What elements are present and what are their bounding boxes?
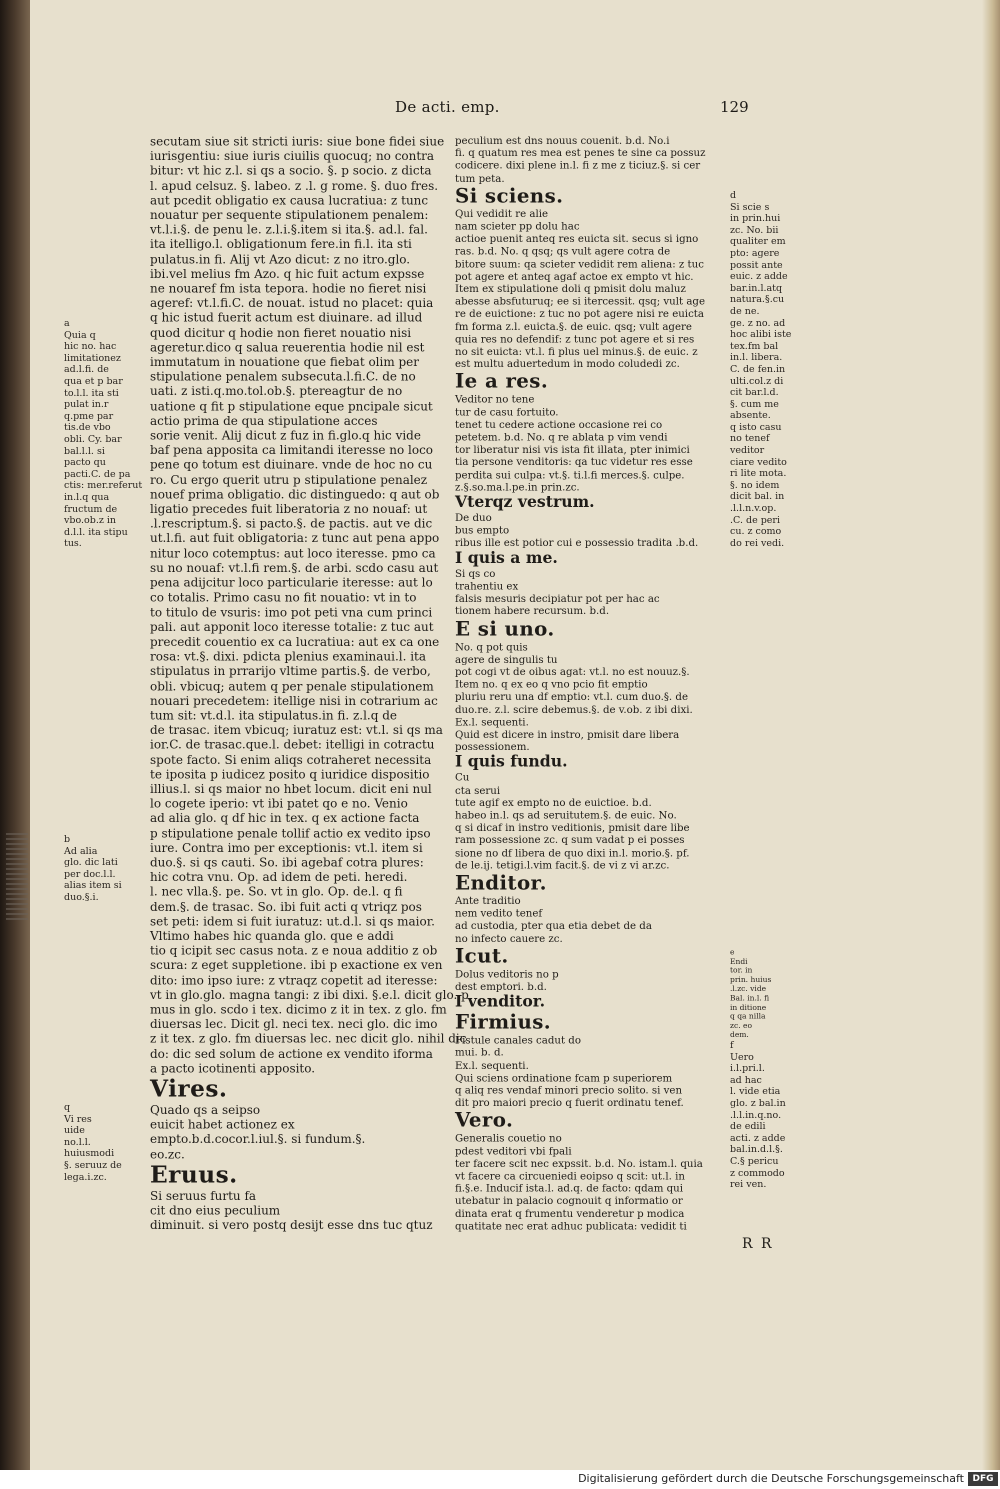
- text-line: l. nec vlla.§. pe. So. vt in glo. Op. de.l. q fi: [150, 884, 403, 899]
- gloss-line: tor. in: [730, 966, 753, 976]
- text-line: empto.b.d.cocor.l.iul.§. si fundum.§.: [150, 1131, 366, 1147]
- gloss-line: d.l.l. ita stipu: [64, 526, 128, 538]
- text-line: spote facto. Si enim aliqs cotraheret necessita: [150, 751, 432, 767]
- gloss-line: q isto casu: [730, 421, 782, 433]
- gloss-line: lega.i.zc.: [64, 1171, 107, 1183]
- text-line: Ex.l. sequenti.: [455, 715, 529, 728]
- text-line: trahentiu ex: [455, 579, 519, 592]
- gloss-line: ciare vedito: [730, 456, 787, 468]
- text-line: ageretur.dico q salua reuerentia hodie nil est: [150, 339, 425, 355]
- text-line: p stipulatione penale tollif actio ex vedito ipso: [150, 825, 431, 840]
- section-heading: Icut.: [455, 943, 509, 968]
- text-line: Item no. q ex eo q vno pcio fit emptio: [455, 677, 648, 691]
- gloss-line: pulat in.r: [64, 399, 109, 411]
- text-line: stipulatus in prrarijo vltime partis.§. de verbo,: [150, 663, 431, 678]
- text-line: ageref: vt.l.fi.C. de nouat. istud no placet: quia: [150, 295, 434, 311]
- gloss-line: C. de fen.in: [730, 363, 786, 375]
- text-line: fi.§.e. Inducif ista.l. ad.q. de facto: qdam qui: [455, 1181, 683, 1195]
- gloss-line: zc. No. bii: [730, 224, 779, 236]
- gloss-line: in prin.hui: [730, 213, 781, 225]
- text-line: petetem. b.d. No. q re ablata p vim vendi: [455, 430, 668, 443]
- gloss-line: Bal. in.l. fi: [730, 993, 770, 1003]
- text-line: co totalis. Primo casu no fit nouatio: vt in to: [150, 589, 417, 605]
- text-line: ne nouaref fm ista tepora. hodie no fieret nisi: [150, 281, 427, 296]
- text-line: tum peta.: [455, 171, 505, 184]
- text-line: possessionem.: [455, 740, 530, 753]
- text-line: l. apud celsuz. §. labeo. z .l. g rome. §. duo fres.: [150, 178, 439, 193]
- footer-bar: [0, 1470, 1000, 1489]
- marginal-note-f: [730, 1040, 786, 1191]
- text-line: dito: imo ipso iure: z vtraqz copetit ad iteresse:: [150, 972, 438, 987]
- gloss-line: .l.l.in.q.no.: [730, 1109, 782, 1121]
- gloss-line: Vi res: [64, 1113, 92, 1125]
- text-line: pot agere et anteq agaf actoe ex empto vt hic.: [455, 269, 694, 283]
- text-line: vt in glo.glo. magna tangi: z ibi dixi. §.e.l. dicit glo. p: [150, 987, 469, 1002]
- text-line: tionem habere recursum. b.d.: [455, 604, 610, 617]
- text-line: Qui sciens ordinatione fcam p superiorem: [455, 1071, 673, 1084]
- text-line: diuersas lec. Dicit gl. neci tex. neci glo. dic imo: [150, 1016, 438, 1031]
- gloss-line: Quia q: [64, 329, 96, 341]
- text-line: obli. vbicuq; autem q per penale stipulationem: [150, 678, 434, 693]
- gloss-line: uide: [64, 1125, 85, 1137]
- text-line: habeo in.l. qs ad seruitutem.§. de euic. No.: [455, 808, 677, 821]
- text-line: Item ex stipulatione doli q pmisit dolu maluz: [455, 282, 686, 295]
- text-line: de le.ij. tetigi.l.vim facit.§. de vi z vi ar.zc.: [455, 858, 670, 872]
- gloss-line: l. vide etia: [730, 1086, 781, 1098]
- gloss-line: huiusmodi: [64, 1148, 115, 1160]
- gloss-line: .C. de peri: [730, 514, 780, 526]
- gloss-line: no.l.l.: [64, 1136, 91, 1148]
- text-line: de trasac. item vbicuq; iuratuz est: vt.l. si qs ma: [150, 722, 443, 737]
- marginal-note-d: [730, 190, 791, 549]
- gloss-line: qua et p bar: [64, 375, 123, 387]
- text-line: pdest veditori vbi fpali: [455, 1144, 572, 1157]
- gloss-line: possit ante: [730, 259, 783, 271]
- text-line: illius.l. si qs maior no hbet locum. dicit eni nul: [150, 781, 432, 796]
- text-line: .l.rescriptum.§. si pacto.§. de pactis. aut ve dic: [150, 516, 433, 531]
- gloss-line: Si scie s: [730, 201, 770, 213]
- gloss-line: ad hac: [730, 1074, 762, 1086]
- text-line: Dolus veditoris no p: [455, 967, 559, 980]
- gloss-line: rei ven.: [730, 1179, 767, 1191]
- gloss-line: de ne.: [730, 305, 760, 317]
- text-line: dem.§. de trasac. So. ibi fuit acti q vtriqz pos: [150, 898, 422, 914]
- text-line: ro. Cu ergo querit utru p stipulatione penalez: [150, 472, 428, 487]
- text-line: quia res no defendif: z tunc pot agere et si res: [455, 332, 695, 345]
- gloss-line: hic no. hac: [64, 341, 117, 353]
- text-line: dit pro maiori precio q fuerit ordinatu tenef.: [455, 1096, 684, 1109]
- gloss-line: do rei vedi.: [730, 537, 785, 549]
- text-line: ram possessione zc. q sum vadat p ei posses: [455, 833, 685, 846]
- text-line: ita itelligo.l. obligationum fere.in fi.l. ita sti: [150, 236, 412, 252]
- text-line: Quid est dicere in instro, pmisit dare libera: [455, 727, 680, 741]
- section-heading: Vero.: [455, 1107, 514, 1132]
- text-line: pluriu reru una df emptio: vt.l. cum duo.§. de: [455, 690, 688, 703]
- gloss-line: euic. z adde: [730, 271, 788, 283]
- text-line: ad custodia, pter qua etia debet de da: [455, 919, 652, 932]
- gloss-letter: a: [64, 318, 70, 329]
- text-line: uati. z isti.q.mo.tol.ob.§. ptereagtur de no: [150, 384, 403, 399]
- text-line: est multu aduertedum in modo coludedi zc.: [455, 357, 680, 370]
- signature-mark: R R: [742, 1236, 774, 1252]
- section-heading: Si sciens.: [455, 183, 564, 208]
- text-line: mus in glo. scdo i tex. dicimo z it in tex. z glo. fm: [150, 1001, 447, 1017]
- gloss-line: in.l. libera.: [730, 352, 783, 364]
- text-line: cta serui: [455, 783, 501, 796]
- text-line: euicit habet actionez ex: [150, 1117, 295, 1132]
- folio-number: 129: [720, 98, 749, 116]
- section-heading: Enditor.: [455, 870, 547, 895]
- text-line: do: dic sed solum de actione ex vendito iforma: [150, 1045, 433, 1061]
- text-line: eo.zc.: [150, 1146, 185, 1162]
- gloss-line: obli. Cy. bar: [64, 433, 122, 445]
- text-line: ligatio precedes fuit liberatoria z no nouaf: ut: [150, 501, 428, 517]
- gloss-line: tus.: [64, 538, 82, 550]
- text-line: lo cogete iperio: vt ibi patet qo e no. Venio: [150, 795, 408, 811]
- text-line: mui. b. d.: [455, 1046, 504, 1059]
- text-line: nouatur per sequente stipulationem penalem:: [150, 207, 429, 223]
- text-line: hic cotra vnu. Op. ad idem de peti. heredi.: [150, 869, 408, 884]
- edge-stain: [6, 830, 28, 920]
- text-line: Si qs co: [455, 567, 496, 580]
- gloss-line: alias item si: [64, 880, 122, 892]
- text-line: uatione q fit p stipulatione eque pncipale sicut: [150, 398, 433, 414]
- page-edge: [982, 0, 1000, 1470]
- section-heading: Vterqz vestrum.: [455, 493, 595, 512]
- gloss-line: bar.in.l.atq: [730, 282, 783, 294]
- gloss-line: pacti.C. de pa: [64, 468, 131, 480]
- right-text-column: [455, 134, 706, 1232]
- gloss-line: cu. z como: [730, 526, 782, 538]
- gloss-line: dicit bal. in: [730, 491, 785, 503]
- text-line: sorie venit. Alij dicut z fuz in fi.glo.q hic vide: [150, 428, 421, 443]
- text-line: tum sit: vt.d.l. ita stipulatus.in fi. z.l.q de: [150, 707, 397, 723]
- text-line: fi. q quatum res mea est penes te sine ca possuz: [455, 146, 706, 159]
- gloss-line: absente.: [730, 410, 771, 422]
- section-heading: Vires.: [150, 1074, 228, 1103]
- text-line: tenet tu cedere actione occasione rei co: [455, 418, 663, 431]
- gloss-line: .l.zc. vide: [730, 984, 767, 994]
- section-heading: I quis fundu.: [455, 752, 568, 771]
- gloss-line: in.l.q qua: [64, 491, 110, 503]
- section-heading: Ie a res.: [455, 369, 549, 394]
- text-line: z.§.so.ma.l.pe.in prin.zc.: [455, 480, 580, 494]
- text-line: pulatus.in fi. Alij vt Azo dicut: z no itro.glo.: [150, 251, 411, 267]
- text-line: no sit euicta: vt.l. fi plus uel minus.§. de euic. z: [455, 344, 698, 358]
- text-line: pali. aut apponit loco iteresse totalie: z tuc aut: [150, 619, 434, 634]
- text-line: actio prima de qua stipulatione acces: [150, 413, 378, 428]
- text-line: nouef prima obligatio. dic distinguedo: q aut ob: [150, 486, 440, 502]
- text-line: nouari precedetem: itellige nisi in cotrarium ac: [150, 692, 438, 708]
- text-line: No. q pot quis: [455, 640, 528, 653]
- text-line: falsis mesuris decipiatur pot per hac ac: [455, 592, 660, 605]
- text-line: pena adijcitur loco particularie iteresse: aut lo: [150, 575, 433, 590]
- text-line: q hic istud fuerit actum est diuinare. ad illud: [150, 310, 423, 326]
- text-line: te iposita p iudicez posito q iuridice dispositio: [150, 766, 430, 781]
- gloss-line: glo. dic lati: [64, 857, 118, 869]
- left-text-column: [150, 134, 469, 1233]
- gloss-line: pacto qu: [64, 457, 106, 469]
- text-line: precedit couentio ex ca lucratiua: aut ex ca one: [150, 634, 440, 649]
- funding-credit: Digitalisierung gefördert durch die Deutsche Forschungsgemeinschaft: [578, 1472, 964, 1485]
- text-line: dinata erat q frumentu venderetur p modica: [455, 1206, 685, 1220]
- text-line: rosa: vt.§. dixi. pdicta plenius examinaui.l. ita: [150, 648, 427, 664]
- gloss-line: de edili: [730, 1121, 766, 1133]
- gloss-letter: q: [64, 1102, 71, 1113]
- text-line: ad alia glo. q df hic in tex. q ex actione facta: [150, 810, 420, 826]
- gloss-line: natura.§.cu: [730, 294, 785, 306]
- text-line: vt facere ca circueniedi eoipso q scit: ut.l. in: [455, 1169, 685, 1182]
- text-line: utebatur in palacio cognouit q informatio or: [455, 1194, 683, 1207]
- text-line: secutam siue sit stricti iuris: siue bone fidei siue: [150, 134, 445, 149]
- gloss-letter: f: [730, 1040, 734, 1051]
- text-line: De duo: [455, 511, 492, 524]
- gloss-line: C.§ pericu: [730, 1155, 779, 1167]
- text-line: cit dno eius peculium: [150, 1202, 281, 1218]
- gloss-line: .l.l.n.v.op.: [730, 503, 777, 515]
- marginal-note-e: [730, 948, 771, 1040]
- text-line: bitore suum: qa scieter vedidit rem aliena: z tuc: [455, 257, 704, 270]
- gloss-line: pto: agere: [730, 247, 780, 259]
- text-line: ut.l.fi. aut fuit obligatoria: z tunc aut pena appo: [150, 531, 440, 546]
- text-line: abesse absfuturuq; ee si itercessit. qsq; vult age: [455, 294, 706, 308]
- gloss-line: §. cum me: [730, 398, 779, 410]
- gloss-line: tex.fm bal: [730, 340, 779, 352]
- section-heading: Eruus.: [150, 1160, 238, 1189]
- text-line: vt.l.i.§. de penu le. z.l.i.§.item si ita.§. ad.l. fal.: [150, 222, 428, 237]
- gloss-line: cit bar.l.d.: [730, 387, 779, 399]
- gloss-line: zc. eo: [730, 1021, 752, 1031]
- dfg-logo: DFG: [968, 1472, 998, 1486]
- text-line: re de euictione: z tuc no pot agere nisi re euicta: [455, 307, 704, 320]
- text-line: q si dicaf in instro veditionis, pmisit dare libe: [455, 821, 690, 834]
- text-line: perdita sui culpa: vt.§. ti.l.fi merces.§. culpe.: [455, 468, 685, 481]
- section-heading: E si uno.: [455, 616, 555, 641]
- text-line: nam scieter pp dolu hac: [455, 219, 580, 233]
- section-heading: Firmius.: [455, 1009, 552, 1034]
- gloss-line: to.l.l. ita sti: [64, 387, 119, 399]
- text-line: Ex.l. sequenti.: [455, 1058, 529, 1072]
- text-line: quatitate nec erat adhuc publicata: vedidit ti: [455, 1219, 687, 1232]
- text-line: ibi.vel melius fm Azo. q hic fuit actum expsse: [150, 266, 425, 281]
- text-line: tor liberatur nisi vis ista fit illata, pter inimici: [455, 443, 690, 456]
- gloss-line: prin. huius: [730, 975, 772, 985]
- text-line: immutatum in nouatione que fiebat olim per: [150, 354, 420, 370]
- text-line: iure. Contra imo per exceptionis: vt.l. item si: [150, 839, 423, 855]
- text-line: duo.§. si qs cauti. So. ibi agebaf cotra plures:: [150, 854, 424, 870]
- gloss-line: glo. z bal.in: [730, 1097, 786, 1109]
- marginal-note-q: [64, 1102, 122, 1183]
- gloss-line: hoc alibi iste: [730, 329, 792, 341]
- text-line: a pacto icotinenti apposito.: [150, 1060, 316, 1076]
- text-line: Vltimo habes hic quanda glo. que e addi: [150, 928, 394, 943]
- text-line: no infecto cauere zc.: [455, 931, 563, 945]
- text-line: bitur: vt hic z.l. si qs a socio. §. p socio. z dicta: [150, 163, 432, 178]
- gloss-line: bal.in.d.l.§.: [730, 1144, 783, 1156]
- text-line: actioe puenit anteq res euicta sit. secus si igno: [455, 232, 699, 245]
- gloss-line: limitationez: [64, 352, 121, 364]
- gloss-line: q qa nilla: [730, 1012, 766, 1022]
- text-line: Si seruus furtu fa: [150, 1188, 257, 1203]
- text-line: su no nouaf: vt.l.fi rem.§. de arbi. scdo casu aut: [150, 560, 439, 576]
- marginal-note-b: [64, 834, 122, 904]
- text-line: Quado qs a seipso: [150, 1102, 261, 1117]
- gloss-line: ulti.col.z di: [730, 375, 784, 387]
- text-line: quod dicitur q hodie non fieret nouatio nisi: [150, 325, 412, 340]
- gloss-line: ctis: mer.referut: [64, 480, 143, 492]
- gloss-line: Ad alia: [64, 845, 98, 857]
- gloss-line: ge. z no. ad: [730, 317, 786, 329]
- text-line: baf pena apposita ca limitandi iteresse no loco: [150, 442, 434, 458]
- gloss-line: z commodo: [730, 1167, 785, 1179]
- text-line: ribus ille est potior cui e possessio tradita .b.d.: [455, 536, 699, 549]
- text-line: q aliq res vendaf minori precio solito. si ven: [455, 1083, 683, 1097]
- text-line: peculium est dns nouus couenit. b.d. No.i: [455, 134, 670, 147]
- gloss-line: §. seruuz de: [64, 1159, 122, 1171]
- text-line: diminuit. si vero postq desijt esse dns tuc qtuz: [150, 1217, 433, 1233]
- text-line: ter facere scit nec expssit. b.d. No. istam.l. quia: [455, 1156, 703, 1170]
- text-line: Generalis couetio no: [455, 1131, 562, 1145]
- text-line: iurisgentiu: siue iuris ciuilis quocuq; no contra: [150, 148, 435, 164]
- gloss-line: §. no idem: [730, 479, 780, 491]
- gloss-letter: e: [730, 948, 735, 957]
- gloss-line: q.pme par: [64, 410, 114, 422]
- gloss-line: no tenef: [730, 433, 770, 445]
- gloss-line: bal.l.l. si: [64, 445, 105, 457]
- gloss-line: veditor: [730, 445, 765, 457]
- gloss-line: duo.§.i.: [64, 891, 99, 903]
- book-spine: [0, 0, 30, 1470]
- gloss-line: in ditione: [730, 1003, 767, 1012]
- text-line: ior.C. de trasac.que.l. debet: itelligi in cotractu: [150, 737, 435, 752]
- gloss-line: per doc.l.l.: [64, 868, 116, 880]
- text-line: nem vedito tenef: [455, 906, 543, 920]
- text-line: scura: z eget suppletione. ibi p exactione ex ven: [150, 957, 443, 973]
- gloss-line: qualiter em: [730, 236, 786, 248]
- gloss-line: Uero: [730, 1051, 754, 1063]
- text-line: dest emptori. b.d.: [455, 979, 547, 993]
- text-line: sione no df libera de quo dixi in.l. morio.§. pf.: [455, 846, 690, 859]
- text-line: aut pcedit obligatio ex causa lucratiua: z tunc: [150, 192, 429, 208]
- section-heading: I venditor.: [455, 992, 546, 1011]
- running-header: De acti. emp.: [395, 98, 500, 116]
- text-line: pot cogi vt de oibus agat: vt.l. no est nouuz.§.: [455, 665, 690, 678]
- gloss-line: vbo.ob.z in: [64, 515, 117, 527]
- text-line: Ante traditio: [455, 894, 521, 907]
- text-line: Fistule canales cadut do: [455, 1033, 581, 1046]
- text-line: tur de casu fortuito.: [455, 405, 559, 418]
- text-line: codicere. dixi plene in.l. fi z me z ticiuz.§. si cer: [455, 159, 701, 172]
- gloss-letter: b: [64, 834, 71, 845]
- gloss-line: ad.l.fi. de: [64, 364, 109, 376]
- gloss-line: acti. z adde: [730, 1132, 786, 1144]
- text-line: agere de singulis tu: [455, 652, 558, 666]
- text-line: tio q icipit sec casus nota. z e noua additio z ob: [150, 942, 438, 958]
- gloss-line: i.l.pri.l.: [730, 1063, 765, 1075]
- text-line: z it tex. z glo. fm diuersas lec. nec dicit glo. nihil dic: [150, 1031, 467, 1046]
- text-line: to titulo de vsuris: imo pot peti vna cum princi: [150, 604, 433, 620]
- section-heading: I quis a me.: [455, 548, 558, 568]
- text-line: Cu: [455, 770, 470, 784]
- text-line: ras. b.d. No. q qsq; qs vult agere cotra de: [455, 244, 671, 258]
- text-line: set peti: idem si fuit iuratuz: ut.d.l. si qs maior.: [150, 913, 435, 929]
- marginal-note-a: [64, 318, 142, 550]
- gloss-letter: d: [730, 190, 737, 201]
- text-line: nitur loco cotemptus: aut loco iteresse. pmo ca: [150, 545, 436, 561]
- text-line: tute agif ex empto no de euictioe. b.d.: [455, 796, 652, 809]
- gloss-line: dem.: [730, 1030, 749, 1040]
- gloss-line: ri lite mota.: [730, 468, 787, 480]
- text-line: duo.re. z.l. scire debemus.§. de v.ob. z ibi dixi.: [455, 702, 693, 716]
- gloss-line: fructum de: [64, 503, 118, 515]
- gloss-line: Endi: [730, 957, 748, 966]
- text-line: pene qo totum est diuinare. vnde de hoc no cu: [150, 457, 433, 473]
- text-line: Veditor no tene: [455, 393, 535, 406]
- text-line: stipulatione penalem subsecuta.l.fi.C. de no: [150, 369, 416, 384]
- gloss-line: tis.de vbo: [64, 422, 111, 434]
- text-line: tia persone venditoris: qa tuc videtur res esse: [455, 455, 693, 468]
- text-line: bus empto: [455, 523, 510, 537]
- text-line: fm forma z.l. euicta.§. de euic. qsq; vult agere: [455, 319, 692, 333]
- text-line: Qui vedidit re alie: [455, 207, 549, 220]
